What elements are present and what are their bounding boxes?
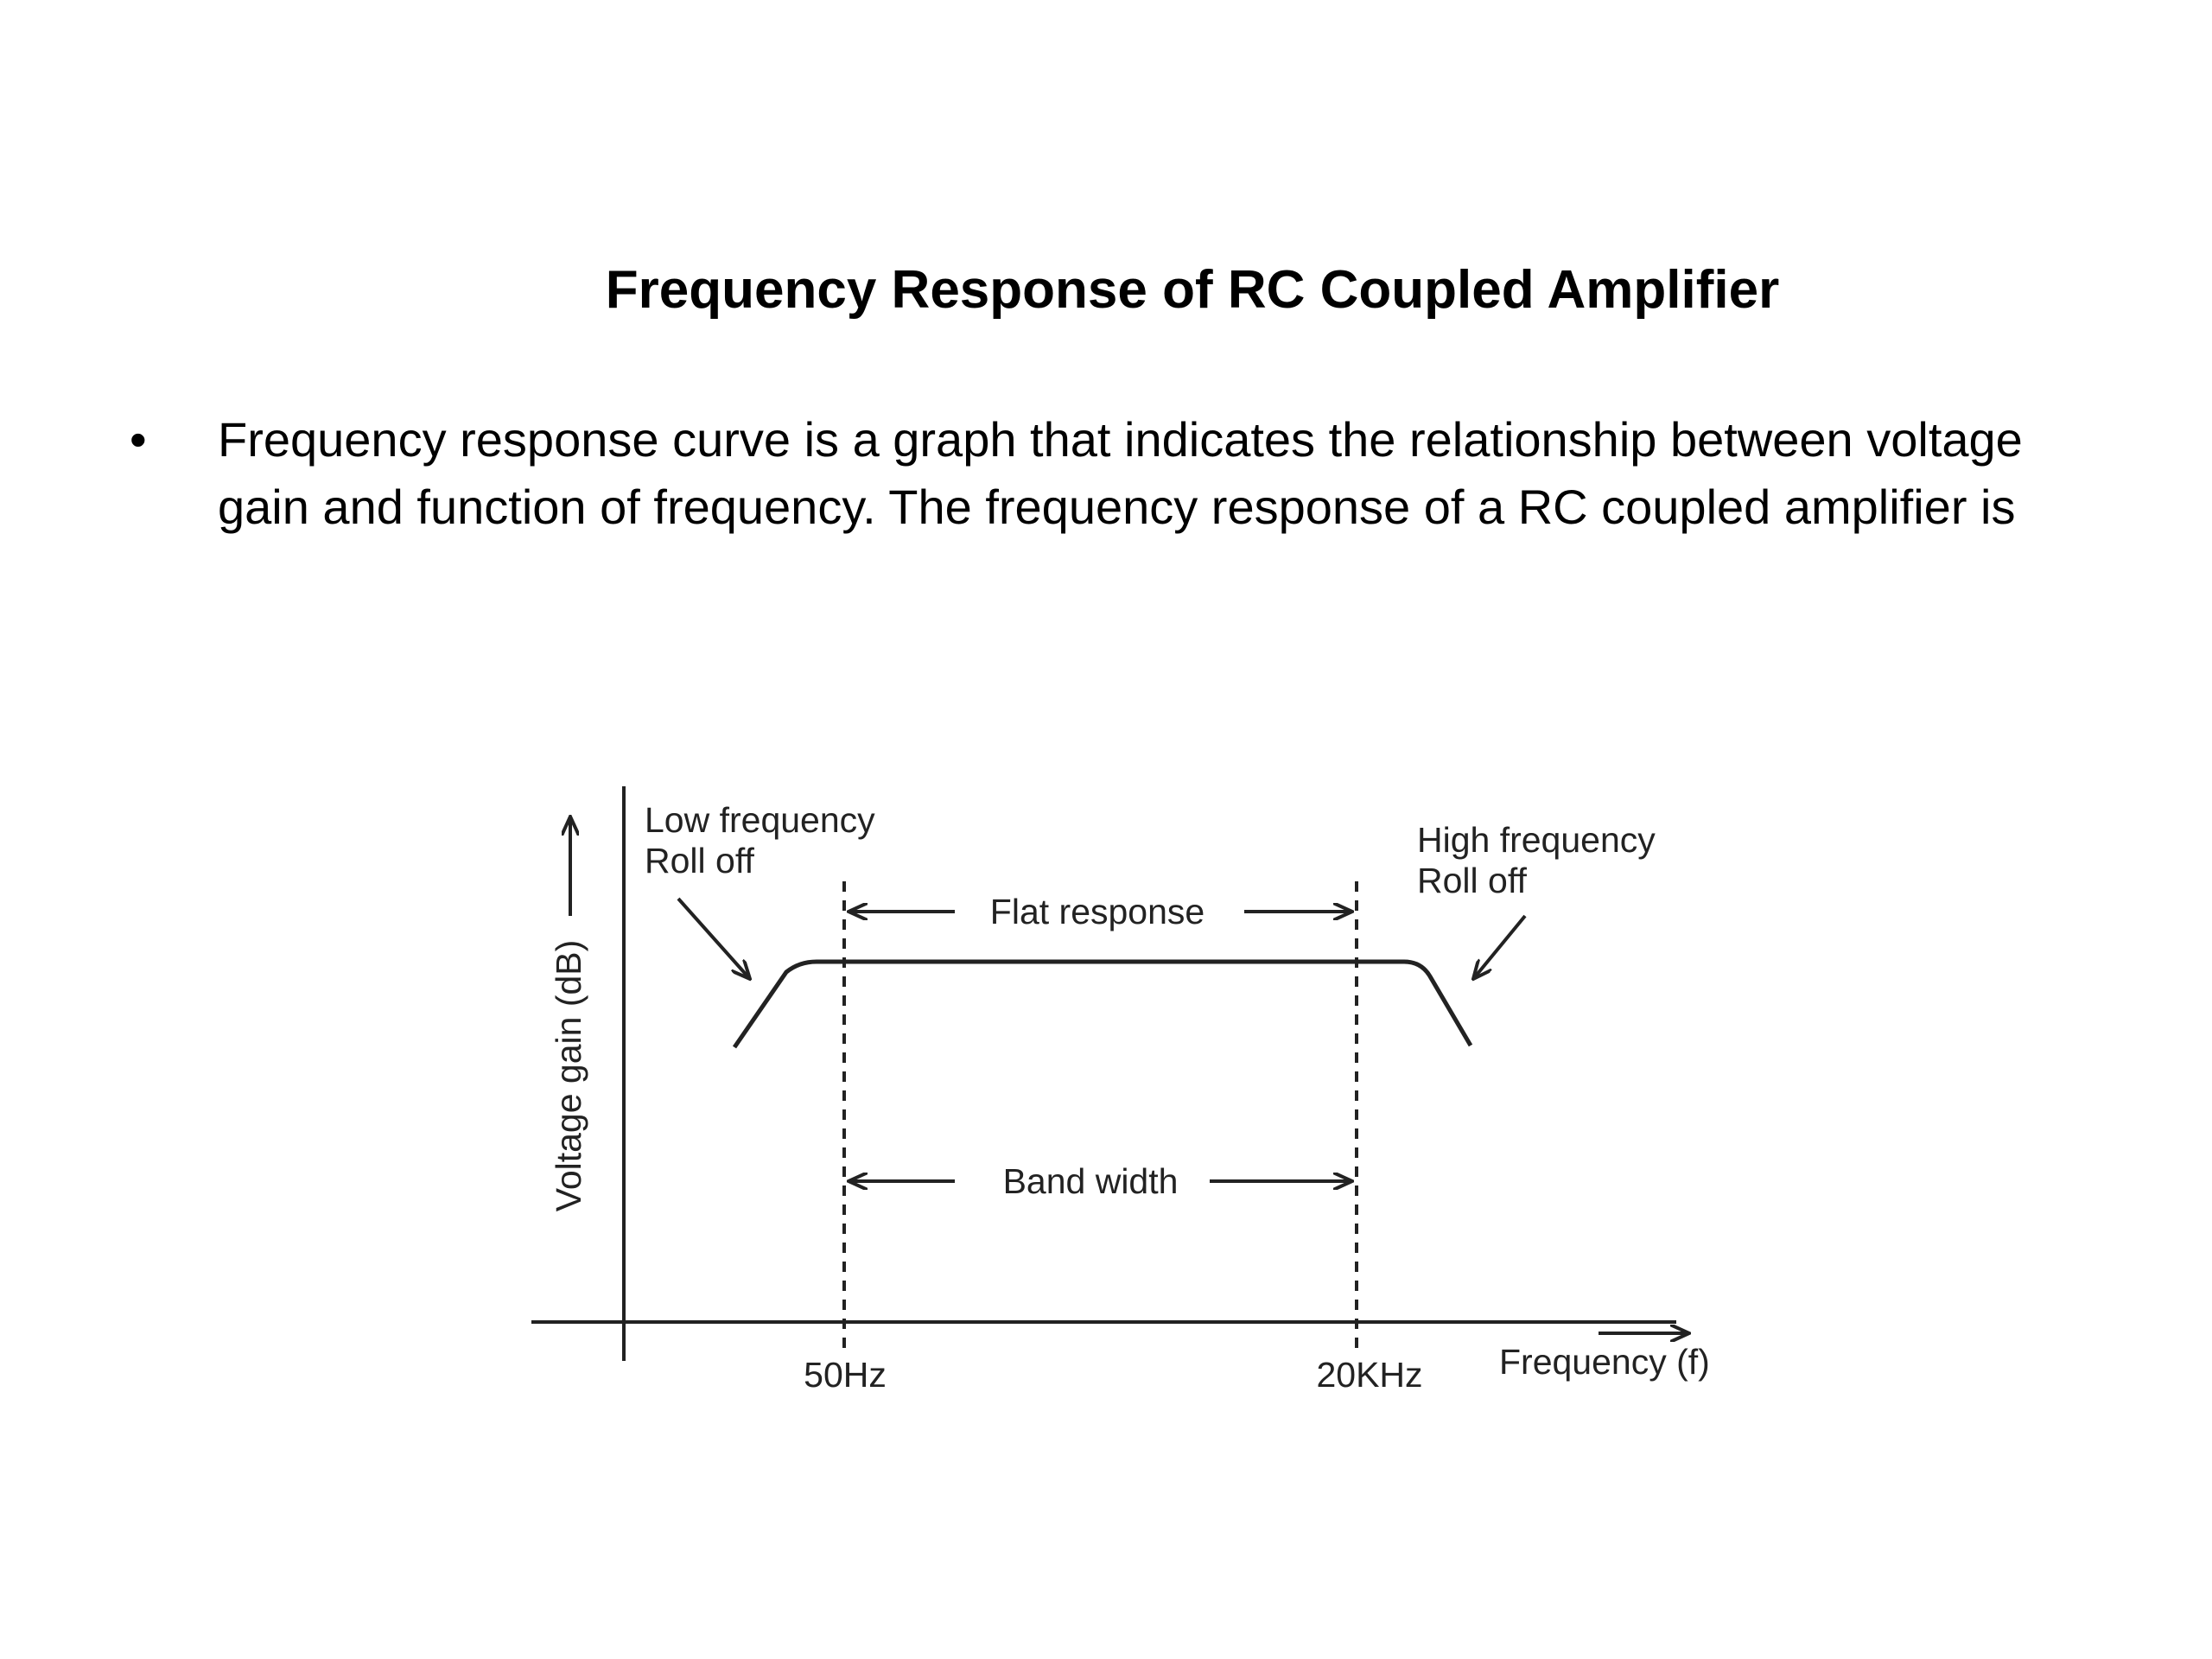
high-cutoff-label: 20KHz bbox=[1316, 1355, 1423, 1395]
low-rolloff-pointer bbox=[678, 899, 750, 979]
low-cutoff-label: 50Hz bbox=[804, 1355, 887, 1395]
band-width-label: Band width bbox=[1002, 1161, 1179, 1201]
flat-response-label: Flat response bbox=[989, 892, 1205, 931]
high-rolloff-label-line2: Roll off bbox=[1417, 861, 1527, 900]
slide-title: Frequency Response of RC Coupled Amplifier bbox=[605, 260, 1780, 320]
high-rolloff-pointer bbox=[1473, 916, 1525, 979]
y-axis-label: Voltage gain (dB) bbox=[549, 939, 588, 1212]
low-rolloff-label-line2: Roll off bbox=[645, 841, 754, 880]
bullet-text: Frequency response curve is a graph that indicates the relationship between voltage gain and function of frequency. The frequency response of a RC coupled amplifier is bbox=[218, 412, 2023, 534]
bullet-dot: • bbox=[130, 412, 147, 467]
low-rolloff-label-line1: Low frequency bbox=[645, 800, 875, 840]
x-axis-label: Frequency (f) bbox=[1499, 1342, 1710, 1382]
high-rolloff-label-line1: High frequency bbox=[1417, 820, 1656, 860]
